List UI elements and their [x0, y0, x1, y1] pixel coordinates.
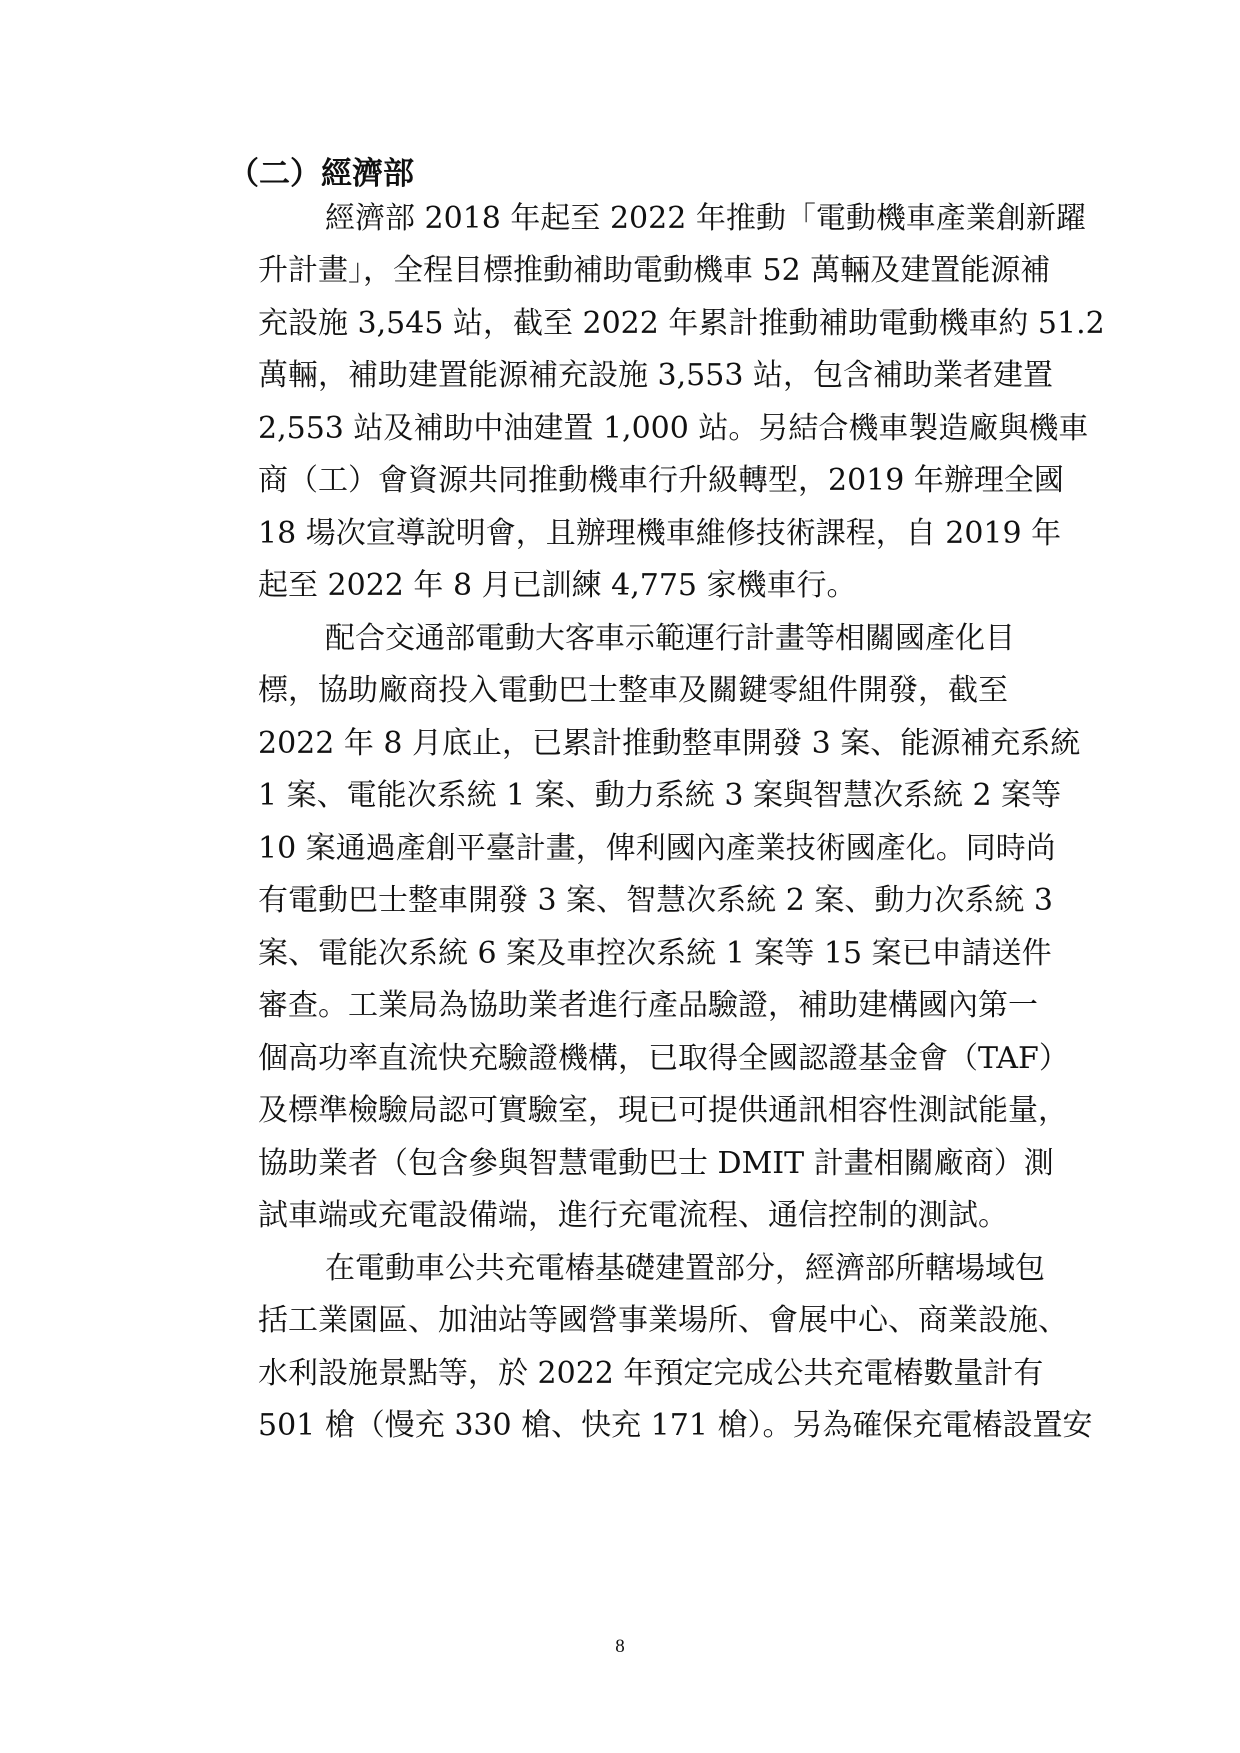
- paragraph-1-line-4: 萬輛，補助建置能源補充設施 3,553 站，包含補助業者建置: [258, 358, 1053, 393]
- paragraph-2-line-2: 標，協助廠商投入電動巴士整車及關鍵零組件開發，截至: [258, 673, 1008, 708]
- paragraph-2-line-6: 有電動巴士整車開發 3 案、智慧次系統 2 案、動力次系統 3: [258, 883, 1053, 918]
- paragraph-2-line-5: 10 案通過產創平臺計畫，俾利國內產業技術國產化。同時尚: [258, 831, 1056, 866]
- paragraph-1-line-5: 2,553 站及補助中油建置 1,000 站。另結合機車製造廠與機車: [258, 411, 1089, 446]
- paragraph-2-line-7: 案、電能次系統 6 案及車控次系統 1 案等 15 案已申請送件: [258, 936, 1052, 971]
- paragraph-3-line-2: 括工業園區、加油站等國營事業場所、會展中心、商業設施、: [258, 1303, 1068, 1338]
- paragraph-2-line-12: 試車端或充電設備端，進行充電流程、通信控制的測試。: [258, 1198, 1008, 1233]
- paragraph-1-line-1: 經濟部 2018 年起至 2022 年推動「電動機車產業創新躍: [325, 201, 1086, 236]
- paragraph-1-line-3: 充設施 3,545 站，截至 2022 年累計推動補助電動機車約 51.2: [258, 306, 1105, 341]
- paragraph-2-line-1: 配合交通部電動大客車示範運行計畫等相關國產化目: [325, 621, 1015, 656]
- paragraph-1-line-7: 18 場次宣導說明會，且辦理機車維修技術課程，自 2019 年: [258, 516, 1062, 551]
- paragraph-2-line-10: 及標準檢驗局認可實驗室，現已可提供通訊相容性測試能量，: [258, 1093, 1068, 1128]
- paragraph-1-line-2: 升計畫」，全程目標推動補助電動機車 52 萬輛及建置能源補: [258, 253, 1051, 288]
- paragraph-3-line-4: 501 槍（慢充 330 槍、快充 171 槍）。另為確保充電樁設置安: [258, 1408, 1093, 1443]
- paragraph-2-line-4: 1 案、電能次系統 1 案、動力系統 3 案與智慧次系統 2 案等: [258, 778, 1062, 813]
- paragraph-2-line-3: 2022 年 8 月底止，已累計推動整車開發 3 案、能源補充系統: [258, 726, 1081, 761]
- page-number: 8: [615, 1636, 625, 1657]
- paragraph-2-line-9: 個高功率直流快充驗證機構，已取得全國認證基金會（TAF）: [258, 1041, 1069, 1076]
- paragraph-3-line-1: 在電動車公共充電樁基礎建置部分，經濟部所轄場域包: [325, 1251, 1045, 1286]
- paragraph-1-line-6: 商（工）會資源共同推動機車行升級轉型，2019 年辦理全國: [258, 463, 1064, 498]
- paragraph-3-line-3: 水利設施景點等，於 2022 年預定完成公共充電樁數量計有: [258, 1356, 1044, 1391]
- paragraph-1-line-8: 起至 2022 年 8 月已訓練 4,775 家機車行。: [258, 568, 857, 603]
- paragraph-2-line-11: 協助業者（包含參與智慧電動巴士 DMIT 計畫相關廠商）測: [258, 1146, 1054, 1181]
- paragraph-2-line-8: 審查。工業局為協助業者進行產品驗證，補助建構國內第一: [258, 988, 1038, 1023]
- section-heading: （二）經濟部: [228, 156, 414, 192]
